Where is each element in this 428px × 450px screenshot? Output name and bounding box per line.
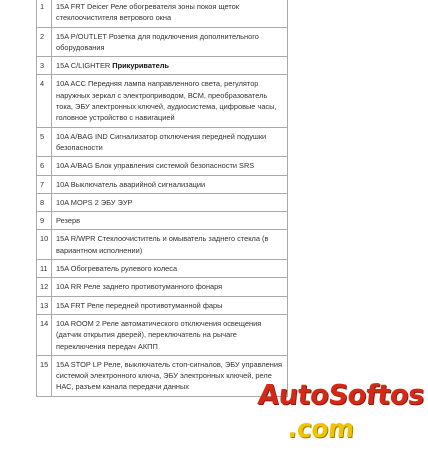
fuse-description-cell: [52, 296, 288, 314]
watermark-logo: [258, 379, 428, 450]
fuse-description-text: 15A STOP LP Реле, выключатель стоп-сигналов, ЭБУ управления системой электронного ключа, ЭБУ электронных ключей, реле НАС, разъем канала передачи данных: [56, 359, 282, 392]
fuse-description-text: 15A FRT Deicer Реле обогревателя зоны покоя щеток стеклоочистителя ветрового окна: [56, 2, 239, 23]
table-row: [37, 57, 288, 75]
fuse-description-text: 15A R/WPR Стеклоочиститель и омыватель заднего стекла (в вариантном исполнении): [56, 234, 269, 255]
watermark-domain: .com: [286, 414, 356, 443]
fuse-number-cell: 6: [37, 157, 52, 175]
fuse-number-cell: 14: [37, 314, 52, 355]
fuse-description-cell: [52, 75, 288, 127]
fuse-description-text: 10A Выключатель аварийной сигнализации: [56, 179, 206, 189]
fuse-description-cell: [52, 278, 288, 296]
table-row: [37, 175, 288, 193]
fuse-description-bold: Прикуриватель: [112, 61, 169, 71]
fuse-description-cell: [52, 127, 288, 157]
fuse-description-text: 15A C/LIGHTER: [56, 61, 113, 71]
fuse-description-cell: [52, 260, 288, 278]
fuse-number-cell: 9: [37, 212, 52, 230]
fuse-description-cell: [52, 175, 288, 193]
table-row: [37, 260, 288, 278]
table-row: [37, 0, 288, 27]
table-row: [37, 355, 288, 396]
fuse-table: [36, 0, 288, 397]
fuse-number-cell: 5: [37, 127, 52, 157]
watermark-brand: AutoSoftos: [256, 379, 426, 411]
fuse-description-cell: [52, 0, 288, 27]
fuse-number-cell: 7: [37, 175, 52, 193]
fuse-number-cell: 4: [37, 75, 52, 127]
fuse-number-cell: 10: [37, 230, 52, 260]
table-row: [37, 212, 288, 230]
fuse-number-cell: 1: [37, 0, 52, 27]
fuse-description-text: 10A ROOM 2 Реле автоматического отключения освещения (датчик открытия дверей), переключатель на рычаге переключения передач АКПП: [56, 318, 262, 351]
fuse-description-text: 15A Обогреватель рулевого колеса: [56, 264, 178, 274]
fuse-description-text: 10A MOPS 2 ЭБУ ЭУР: [56, 197, 133, 207]
fuse-table-body: [37, 0, 288, 396]
fuse-description-text: 10A A/BAG Блок управления системой безопасности SRS: [56, 161, 255, 171]
fuse-description-cell: [52, 230, 288, 260]
fuse-description-cell: [52, 212, 288, 230]
fuse-description-cell: [52, 314, 288, 355]
fuse-description-cell: [52, 355, 288, 396]
table-row: [37, 230, 288, 260]
fuse-number-cell: 12: [37, 278, 52, 296]
fuse-description-cell: [52, 27, 288, 57]
table-row: [37, 157, 288, 175]
table-row: [37, 27, 288, 57]
table-row: [37, 193, 288, 211]
fuse-description-text: Резерв: [56, 216, 81, 226]
fuse-number-cell: 13: [37, 296, 52, 314]
table-row: [37, 278, 288, 296]
table-row: [37, 296, 288, 314]
fuse-description-text: 15A P/OUTLET Розетка для подключения дополнительного оборудования: [56, 31, 259, 52]
fuse-description-text: 10A ACC Передняя лампа направленного света, регулятор наружных зеркал с электроприводом, ВСМ, преобразователь тока, ЭБУ электронных ключей, аудиосистема, цифровые часы, головное устройство с навигацией: [56, 79, 277, 123]
fuse-number-cell: 11: [37, 260, 52, 278]
fuse-number-cell: 2: [37, 27, 52, 57]
fuse-description-cell: [52, 57, 288, 75]
fuse-description-text: 10A RR Реле заднего противотуманного фонаря: [56, 282, 223, 292]
fuse-number-cell: 8: [37, 193, 52, 211]
fuse-number-cell: 3: [37, 57, 52, 75]
table-row: [37, 314, 288, 355]
fuse-description-cell: [52, 193, 288, 211]
table-row: [37, 75, 288, 127]
fuse-description-text: 10A A/BAG IND Сигнализатор отключения передней подушки безопасности: [56, 131, 267, 152]
fuse-description-text: 15A FRT Реле передней противотуманной фары: [56, 300, 223, 310]
table-row: [37, 127, 288, 157]
fuse-number-cell: 15: [37, 355, 52, 396]
fuse-description-cell: [52, 157, 288, 175]
